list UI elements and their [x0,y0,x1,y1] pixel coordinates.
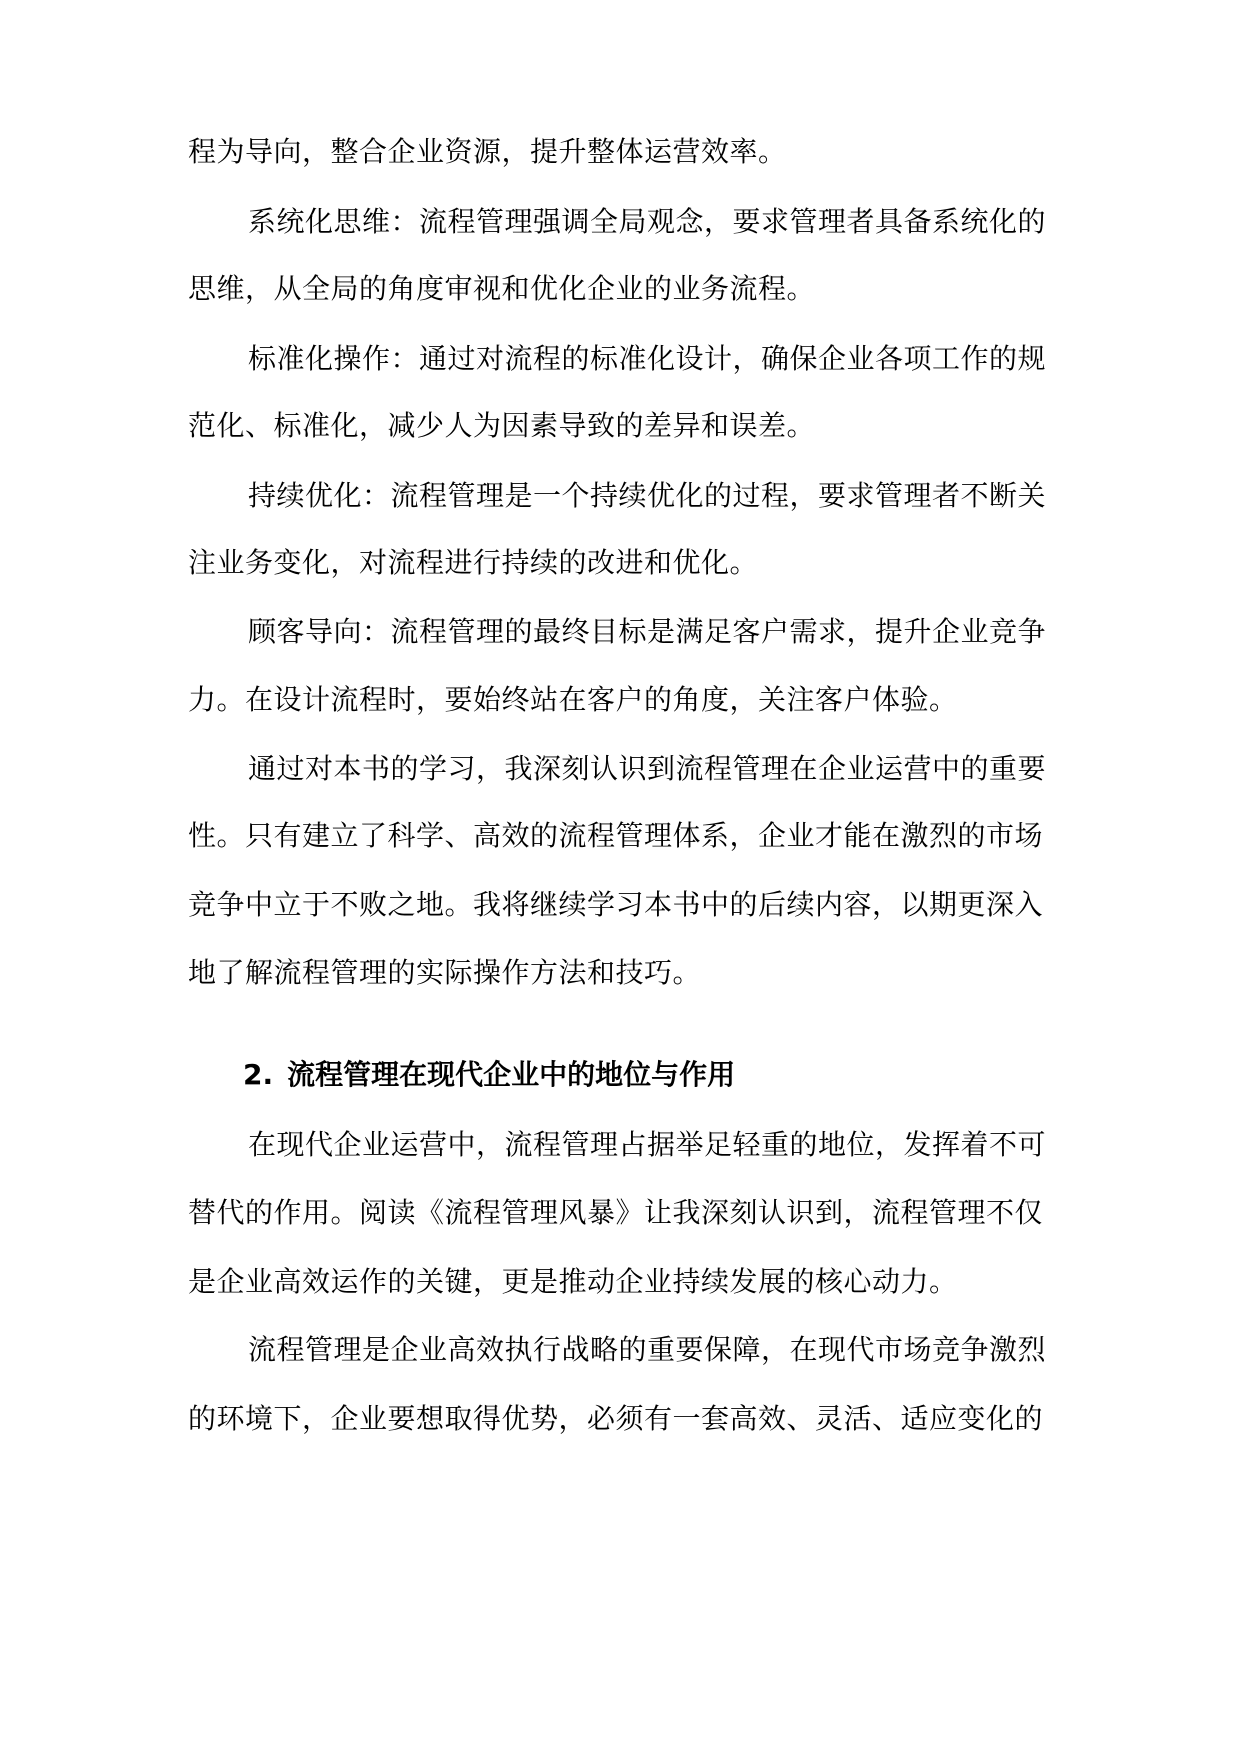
text-line: 范化、标准化，减少人为因素导致的差异和误差。 [188,409,816,442]
text-line: 思维，从全局的角度审视和优化企业的业务流程。 [188,272,816,305]
text-line: 系统化思维：流程管理强调全局观念，要求管理者具备系统化的 [248,205,1047,238]
text-line: 持续优化：流程管理是一个持续优化的过程，要求管理者不断关 [248,479,1047,512]
text-line: 力。在设计流程时，要始终站在客户的角度，关注客户体验。 [188,683,958,716]
text-line: 注业务变化，对流程进行持续的改进和优化。 [188,546,759,579]
section-title: 流程管理在现代企业中的地位与作用 [287,1058,736,1091]
text-line: 是企业高效运作的关键，更是推动企业持续发展的核心动力。 [188,1265,958,1298]
text-line: 竞争中立于不败之地。我将继续学习本书中的后续内容，以期更深入 [188,888,1044,921]
text-line: 顾客导向：流程管理的最终目标是满足客户需求，提升企业竞争 [248,615,1047,648]
text-line: 流程管理是企业高效执行战略的重要保障，在现代市场竞争激烈 [248,1333,1047,1366]
text-line: 通过对本书的学习，我深刻认识到流程管理在企业运营中的重要 [248,752,1047,785]
text-line: 替代的作用。阅读《流程管理风暴》让我深刻认识到，流程管理不仅 [188,1196,1044,1229]
text-line: 程为导向，整合企业资源，提升整体运营效率。 [188,135,787,168]
text-line: 标准化操作：通过对流程的标准化设计，确保企业各项工作的规 [248,342,1047,375]
text-line: 性。只有建立了科学、高效的流程管理体系，企业才能在激烈的市场 [188,819,1044,852]
section-number: 2. [243,1058,274,1091]
text-line: 的环境下，企业要想取得优势，必须有一套高效、灵活、适应变化的 [188,1402,1044,1435]
text-line: 地了解流程管理的实际操作方法和技巧。 [188,956,702,989]
section-heading [243,1055,735,1095]
text-line: 在现代企业运营中，流程管理占据举足轻重的地位，发挥着不可 [248,1128,1047,1161]
